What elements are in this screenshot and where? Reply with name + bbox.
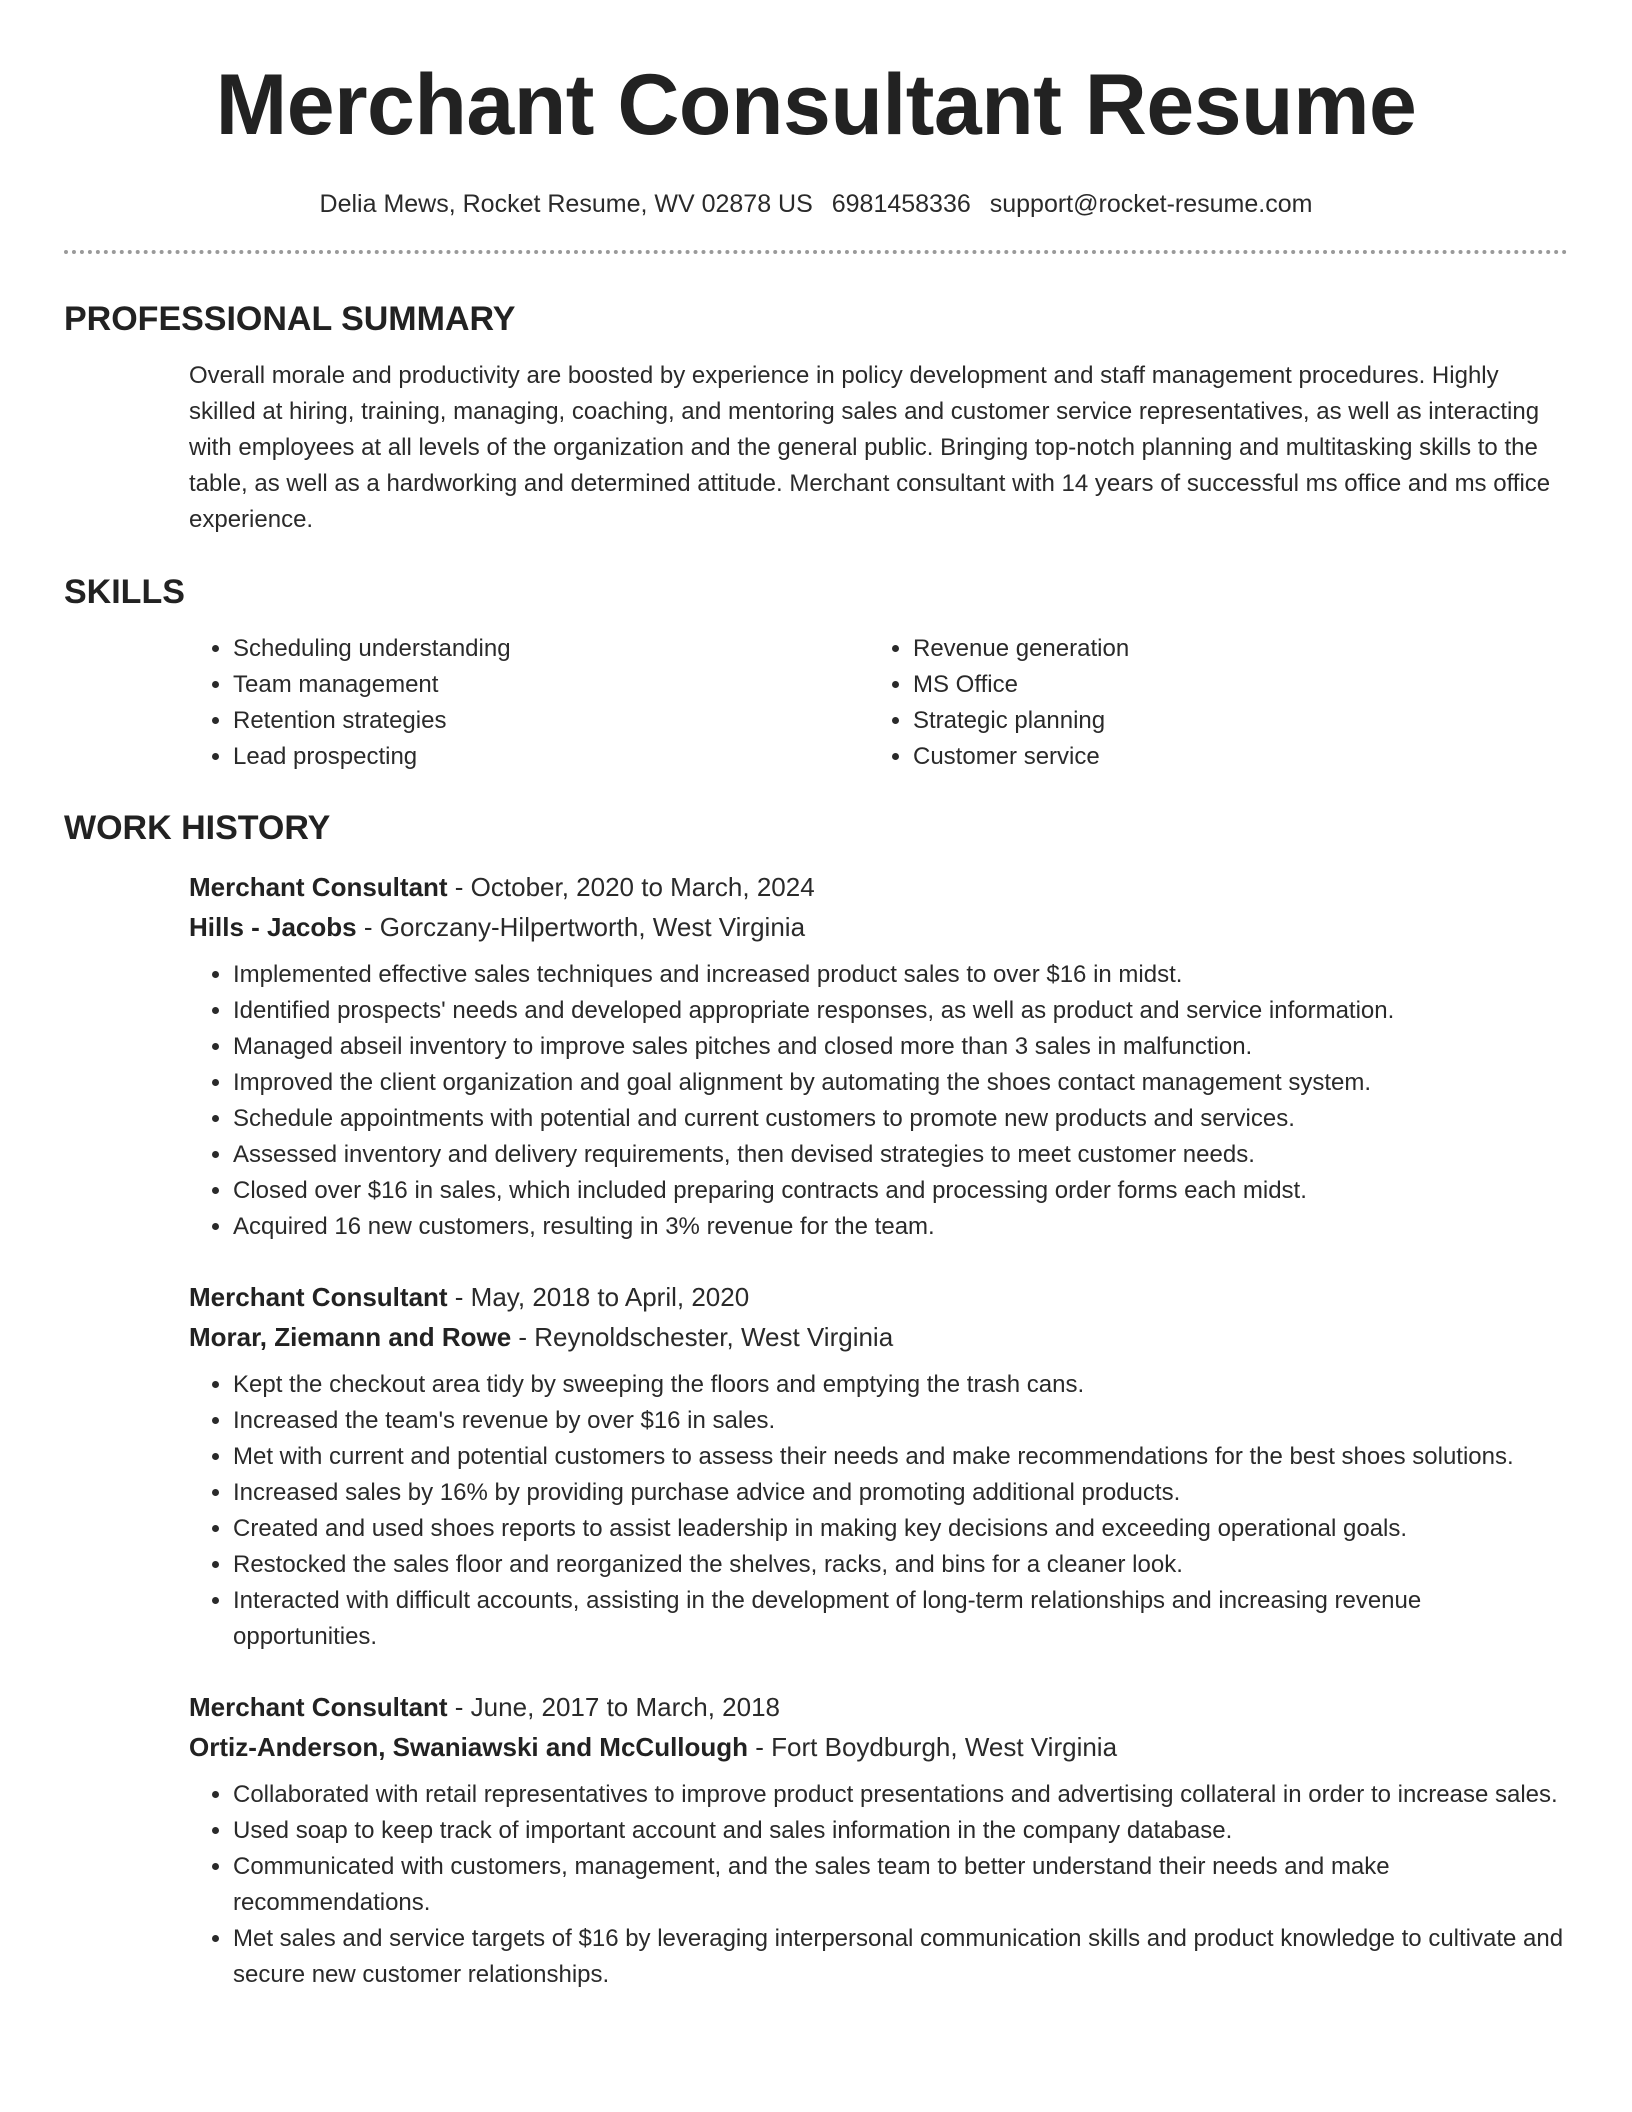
job-bullet: • Created and used shoes reports to assist leadership in making key decisions and exceeding operational goals. [233,1511,1568,1547]
job-title: Merchant Consultant [189,872,448,902]
job-bullet: • Increased the team's revenue by over $16 in sales. [233,1403,1568,1439]
contact-address: Delia Mews, Rocket Resume, WV 02878 US [319,190,813,218]
job-location: - Gorczany-Hilpertworth, West Virginia [356,912,806,942]
work-history-heading: WORK HISTORY [64,809,331,847]
job-bullet: • Identified prospects' needs and developed appropriate responses, as well as product and service information. [233,993,1568,1029]
job-bullet: • Assessed inventory and delivery requirements, then devised strategies to meet customer needs. [233,1137,1568,1173]
job-bullet: • Met sales and service targets of $16 by leveraging interpersonal communication skills and product knowledge to cultivate and secure new customer relationships. [233,1921,1568,1993]
job-bullets [189,1367,1568,1655]
job-bullet: • Managed abseil inventory to improve sales pitches and closed more than 3 sales in malfunction. [233,1029,1568,1065]
resume-header [0,0,1632,220]
contact-email: support@rocket-resume.com [989,190,1313,218]
job-entry [189,1687,1568,1993]
contact-phone: 6981458336 [831,190,971,218]
skill-item: • MS Office [913,667,1549,703]
skill-item: • Customer service [913,739,1549,775]
skills-section [64,571,1568,775]
job-bullet: • Collaborated with retail representatives to improve product presentations and advertising collateral in order to increase sales. [233,1777,1568,1813]
job-company: Morar, Ziemann and Rowe [189,1322,512,1352]
resume-title: Merchant Consultant Resume [215,57,1417,153]
job-title: Merchant Consultant [189,1282,448,1312]
job-bullet: • Acquired 16 new customers, resulting in 3% revenue for the team. [233,1209,1568,1245]
job-company-line [189,907,1568,947]
job-location: - Reynoldschester, West Virginia [511,1322,894,1352]
job-company-line [189,1727,1568,1767]
job-company-line [189,1317,1568,1357]
job-title-line [189,867,1568,907]
job-title-line [189,1277,1568,1317]
work-history-section [64,807,1568,1993]
summary-heading: PROFESSIONAL SUMMARY [64,300,516,338]
header-divider [64,250,1568,254]
skill-item: • Retention strategies [233,703,869,739]
skills-list-left [189,631,869,775]
job-location: - Fort Boydburgh, West Virginia [748,1732,1118,1762]
job-entry [189,1277,1568,1655]
job-title-line [189,1687,1568,1727]
skills-heading: SKILLS [64,573,185,611]
skill-item: • Scheduling understanding [233,631,869,667]
job-entry [189,867,1568,1245]
job-bullets [189,957,1568,1245]
job-bullet: • Met with current and potential customers to assess their needs and make recommendations for the best shoes solutions. [233,1439,1568,1475]
job-bullet: • Interacted with difficult accounts, assisting in the development of long-term relationships and increasing revenue opportunities. [233,1583,1568,1655]
job-company: Hills - Jacobs [189,912,357,942]
skill-item: • Revenue generation [913,631,1549,667]
summary-section [64,298,1568,538]
job-bullet: • Schedule appointments with potential and current customers to promote new products and services. [233,1101,1568,1137]
contact-line [0,188,1632,220]
job-bullet: • Used soap to keep track of important account and sales information in the company database. [233,1813,1568,1849]
job-bullets [189,1777,1568,1993]
skills-grid [189,631,1568,775]
job-company: Ortiz-Anderson, Swaniawski and McCullough [189,1732,749,1762]
job-title: Merchant Consultant [189,1692,448,1722]
skills-list-right [869,631,1549,775]
skill-item: • Lead prospecting [233,739,869,775]
job-bullet: • Closed over $16 in sales, which included preparing contracts and processing order forms each midst. [233,1173,1568,1209]
job-dates: - May, 2018 to April, 2020 [447,1282,750,1312]
job-bullet: • Restocked the sales floor and reorganized the shelves, racks, and bins for a cleaner look. [233,1547,1568,1583]
job-bullet: • Increased sales by 16% by providing purchase advice and promoting additional products. [233,1475,1568,1511]
job-bullet: • Implemented effective sales techniques and increased product sales to over $16 in midst. [233,957,1568,993]
skill-item: • Team management [233,667,869,703]
job-bullet: • Communicated with customers, management, and the sales team to better understand their needs and make recommendations. [233,1849,1568,1921]
skill-item: • Strategic planning [913,703,1549,739]
job-bullet: • Improved the client organization and goal alignment by automating the shoes contact management system. [233,1065,1568,1101]
job-dates: - June, 2017 to March, 2018 [447,1692,781,1722]
job-dates: - October, 2020 to March, 2024 [447,872,815,902]
job-bullet: • Kept the checkout area tidy by sweeping the floors and emptying the trash cans. [233,1367,1568,1403]
summary-text: Overall morale and productivity are boosted by experience in policy development and staff management procedures. Highly skilled at hiring, training, managing, coaching, and mentoring sales and customer service representatives, as well as interacting with employees at all levels of the organization and the general public. Bringing top-notch planning and multitasking skills to the table, as well as a hardworking and determined attitude. Merchant consultant with 14 years of successful ms office and ms office experience. [189,362,1551,533]
